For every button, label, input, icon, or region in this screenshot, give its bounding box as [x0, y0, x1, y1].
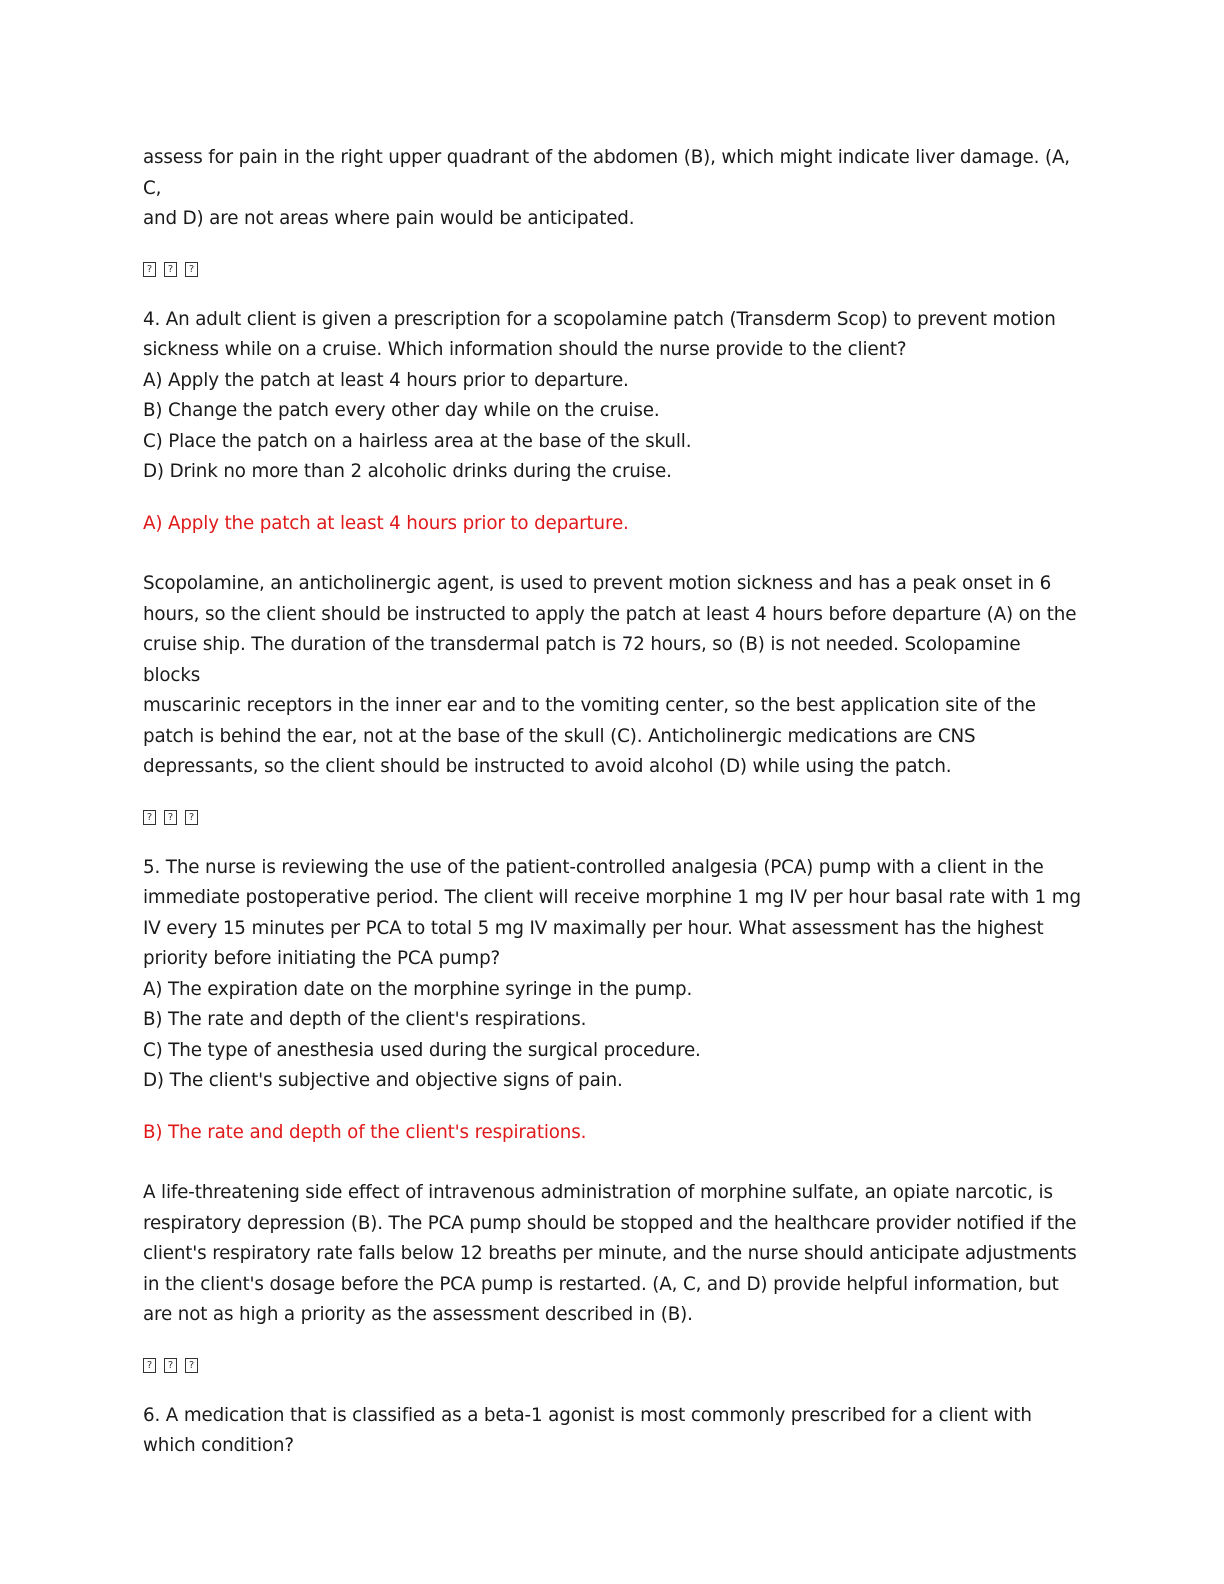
missing-glyph-icon	[143, 262, 156, 277]
intro-line: and D) are not areas where pain would be anticipated.	[143, 208, 635, 229]
answer-q4: A) Apply the patch at least 4 hours prior to departure.	[143, 512, 629, 534]
rationale-q5	[143, 1178, 1083, 1331]
answer-q5: B) The rate and depth of the client's respirations.	[143, 1121, 587, 1143]
option-c: C) Place the patch on a hairless area at the base of the skull.	[143, 430, 692, 452]
option-a: A) The expiration date on the morphine syringe in the pump.	[143, 978, 693, 1000]
question-line: immediate postoperative period. The client will receive morphine 1 mg IV per hour basal rate with 1 mg	[143, 887, 1081, 908]
question-line: priority before initiating the PCA pump?	[143, 948, 501, 969]
missing-glyph-icon	[164, 1358, 177, 1373]
rationale-line: in the client's dosage before the PCA pump is restarted. (A, C, and D) provide helpful information, but	[143, 1273, 1059, 1295]
missing-glyph-icon	[185, 262, 198, 277]
question-5	[143, 853, 1083, 1097]
missing-glyph-icon	[164, 810, 177, 825]
option-b: B) Change the patch every other day while on the cruise.	[143, 400, 660, 421]
option-c: C) The type of anesthesia used during the surgical procedure.	[143, 1039, 701, 1061]
option-a: A) Apply the patch at least 4 hours prior to departure.	[143, 369, 629, 391]
separator-boxes	[143, 803, 1083, 833]
question-4	[143, 305, 1083, 488]
question-line: 6. A medication that is classified as a beta-1 agonist is most commonly prescribed for a client with	[143, 1404, 1032, 1426]
rationale-line: Scopolamine, an anticholinergic agent, is used to prevent motion sickness and has a peak onset in 6	[143, 573, 1052, 594]
rationale-line: respiratory depression (B). The PCA pump should be stopped and the healthcare provider notified if the	[143, 1212, 1077, 1234]
rationale-line: are not as high a priority as the assessment described in (B).	[143, 1304, 693, 1325]
rationale-line: A life-threatening side effect of intravenous administration of morphine sulfate, an opiate narcotic, is	[143, 1182, 1053, 1203]
question-line: 5. The nurse is reviewing the use of the patient-controlled analgesia (PCA) pump with a client in the	[143, 856, 1044, 878]
option-d: D) Drink no more than 2 alcoholic drinks during the cruise.	[143, 461, 672, 482]
option-d: D) The client's subjective and objective signs of pain.	[143, 1070, 623, 1091]
question-line: IV every 15 minutes per PCA to total 5 mg IV maximally per hour. What assessment has the highest	[143, 917, 1044, 939]
document-content	[143, 143, 1083, 1462]
missing-glyph-icon	[164, 262, 177, 277]
separator-boxes	[143, 1351, 1083, 1381]
question-line: 4. An adult client is given a prescription for a scopolamine patch (Transderm Scop) to prevent motion	[143, 308, 1056, 330]
question-6	[143, 1401, 1083, 1462]
missing-glyph-icon	[143, 1358, 156, 1373]
missing-glyph-icon	[185, 1358, 198, 1373]
rationale-line: hours, so the client should be instructed to apply the patch at least 4 hours before departure (A) on the	[143, 603, 1077, 625]
rationale-line: client's respiratory rate falls below 12 breaths per minute, and the nurse should anticipate adjustments	[143, 1243, 1077, 1264]
rationale-line: patch is behind the ear, not at the base of the skull (C). Anticholinergic medications are CNS	[143, 725, 976, 747]
separator-boxes	[143, 255, 1083, 285]
rationale-line: cruise ship. The duration of the transdermal patch is 72 hours, so (B) is not needed. Scolopamine blocks	[143, 634, 1021, 686]
question-line: which condition?	[143, 1435, 294, 1456]
rationale-line: muscarinic receptors in the inner ear and to the vomiting center, so the best application site of the	[143, 695, 1036, 716]
missing-glyph-icon	[143, 810, 156, 825]
question-line: sickness while on a cruise. Which information should the nurse provide to the client?	[143, 339, 907, 360]
missing-glyph-icon	[185, 810, 198, 825]
intro-line: assess for pain in the right upper quadrant of the abdomen (B), which might indicate liver damage. (A, C,	[143, 147, 1070, 199]
option-b: B) The rate and depth of the client's respirations.	[143, 1009, 587, 1030]
intro-paragraph	[143, 143, 1083, 235]
rationale-q4	[143, 569, 1083, 783]
rationale-line: depressants, so the client should be instructed to avoid alcohol (D) while using the patch.	[143, 756, 952, 777]
